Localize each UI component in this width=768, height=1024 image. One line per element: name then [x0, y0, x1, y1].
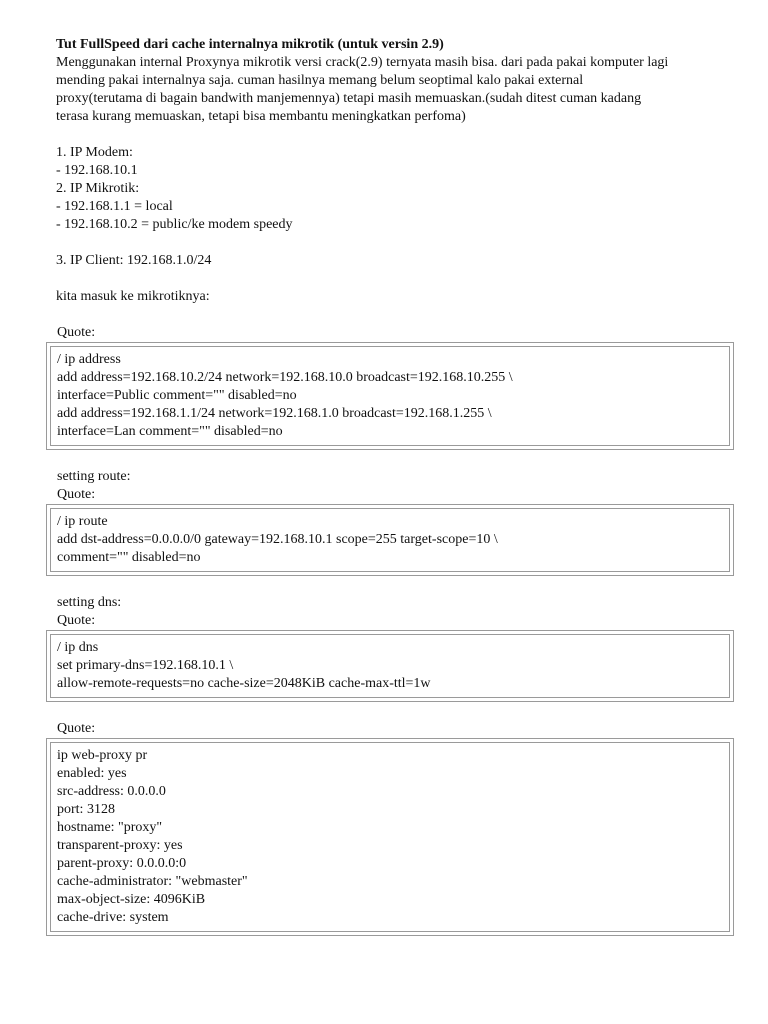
route-label: setting route:: [57, 469, 131, 484]
code-line: cache-administrator: "webmaster": [57, 874, 248, 889]
code-line: interface=Lan comment="" disabled=no: [57, 424, 283, 439]
ip-list-line: 1. IP Modem:: [56, 145, 133, 160]
intro-line: proxy(terutama di bagain bandwith manjemennya) tetapi masih memuaskan.(sudah ditest cuman kadang: [56, 91, 642, 106]
code-line: / ip dns: [57, 640, 99, 655]
ip-list-line: - 192.168.1.1 = local: [56, 199, 173, 214]
spacer: [56, 450, 736, 468]
ip-list: [56, 144, 736, 234]
code-line: / ip route: [57, 514, 108, 529]
code-line: add address=192.168.10.2/24 network=192.168.10.0 broadcast=192.168.10.255 \: [57, 370, 513, 385]
intro-paragraph: [56, 54, 736, 126]
quote-label: Quote:: [57, 487, 96, 502]
code-line: interface=Public comment="" disabled=no: [57, 388, 297, 403]
intro-line: terasa kurang memuaskan, tetapi bisa membantu meningkatkan perfoma): [56, 109, 466, 124]
ip-client-line: 3. IP Client: 192.168.1.0/24: [56, 253, 212, 268]
ip-list-line: - 192.168.10.2 = public/ke modem speedy: [56, 217, 293, 232]
intro-line: Menggunakan internal Proxynya mikrotik versi crack(2.9) ternyata masih bisa. dari pada pakai komputer lagi: [56, 55, 669, 70]
code-line: port: 3128: [57, 802, 115, 817]
document-page: [56, 36, 736, 936]
quote-label: Quote:: [57, 613, 96, 628]
quote-box-ip-address: [46, 342, 734, 450]
spacer: [56, 126, 736, 144]
code-line: hostname: "proxy": [57, 820, 163, 835]
quote-label: Quote:: [57, 721, 96, 736]
code-line: / ip address: [57, 352, 121, 367]
code-line: ip web-proxy pr: [57, 748, 148, 763]
code-line: parent-proxy: 0.0.0.0:0: [57, 856, 187, 871]
code-line: src-address: 0.0.0.0: [57, 784, 166, 799]
ip-list-line: 2. IP Mikrotik:: [56, 181, 140, 196]
quote-content: [50, 508, 730, 572]
spacer: [56, 702, 736, 720]
code-line: cache-drive: system: [57, 910, 169, 925]
enter-mikrotik-text: kita masuk ke mikrotiknya:: [56, 289, 210, 304]
spacer: [56, 576, 736, 594]
spacer: [56, 270, 736, 288]
quote-label: Quote:: [57, 325, 96, 340]
code-line: comment="" disabled=no: [57, 550, 201, 565]
quote-box-web-proxy: [46, 738, 734, 936]
code-line: set primary-dns=192.168.10.1 \: [57, 658, 234, 673]
code-line: max-object-size: 4096KiB: [57, 892, 206, 907]
spacer: [56, 306, 736, 324]
quote-box-ip-route: [46, 504, 734, 576]
dns-label: setting dns:: [57, 595, 122, 610]
code-line: add dst-address=0.0.0.0/0 gateway=192.168.10.1 scope=255 target-scope=10 \: [57, 532, 498, 547]
spacer: [56, 234, 736, 252]
intro-line: mending pakai internalnya saja. cuman hasilnya memang belum seoptimal kalo pakai external: [56, 73, 584, 88]
code-line: allow-remote-requests=no cache-size=2048KiB cache-max-ttl=1w: [57, 676, 431, 691]
quote-box-ip-dns: [46, 630, 734, 702]
code-line: transparent-proxy: yes: [57, 838, 183, 853]
page-title: Tut FullSpeed dari cache internalnya mikrotik (untuk versin 2.9): [56, 37, 444, 52]
code-line: enabled: yes: [57, 766, 127, 781]
quote-content: [50, 346, 730, 446]
quote-content: [50, 742, 730, 932]
code-line: add address=192.168.1.1/24 network=192.168.1.0 broadcast=192.168.1.255 \: [57, 406, 492, 421]
quote-content: [50, 634, 730, 698]
ip-list-line: - 192.168.10.1: [56, 163, 138, 178]
